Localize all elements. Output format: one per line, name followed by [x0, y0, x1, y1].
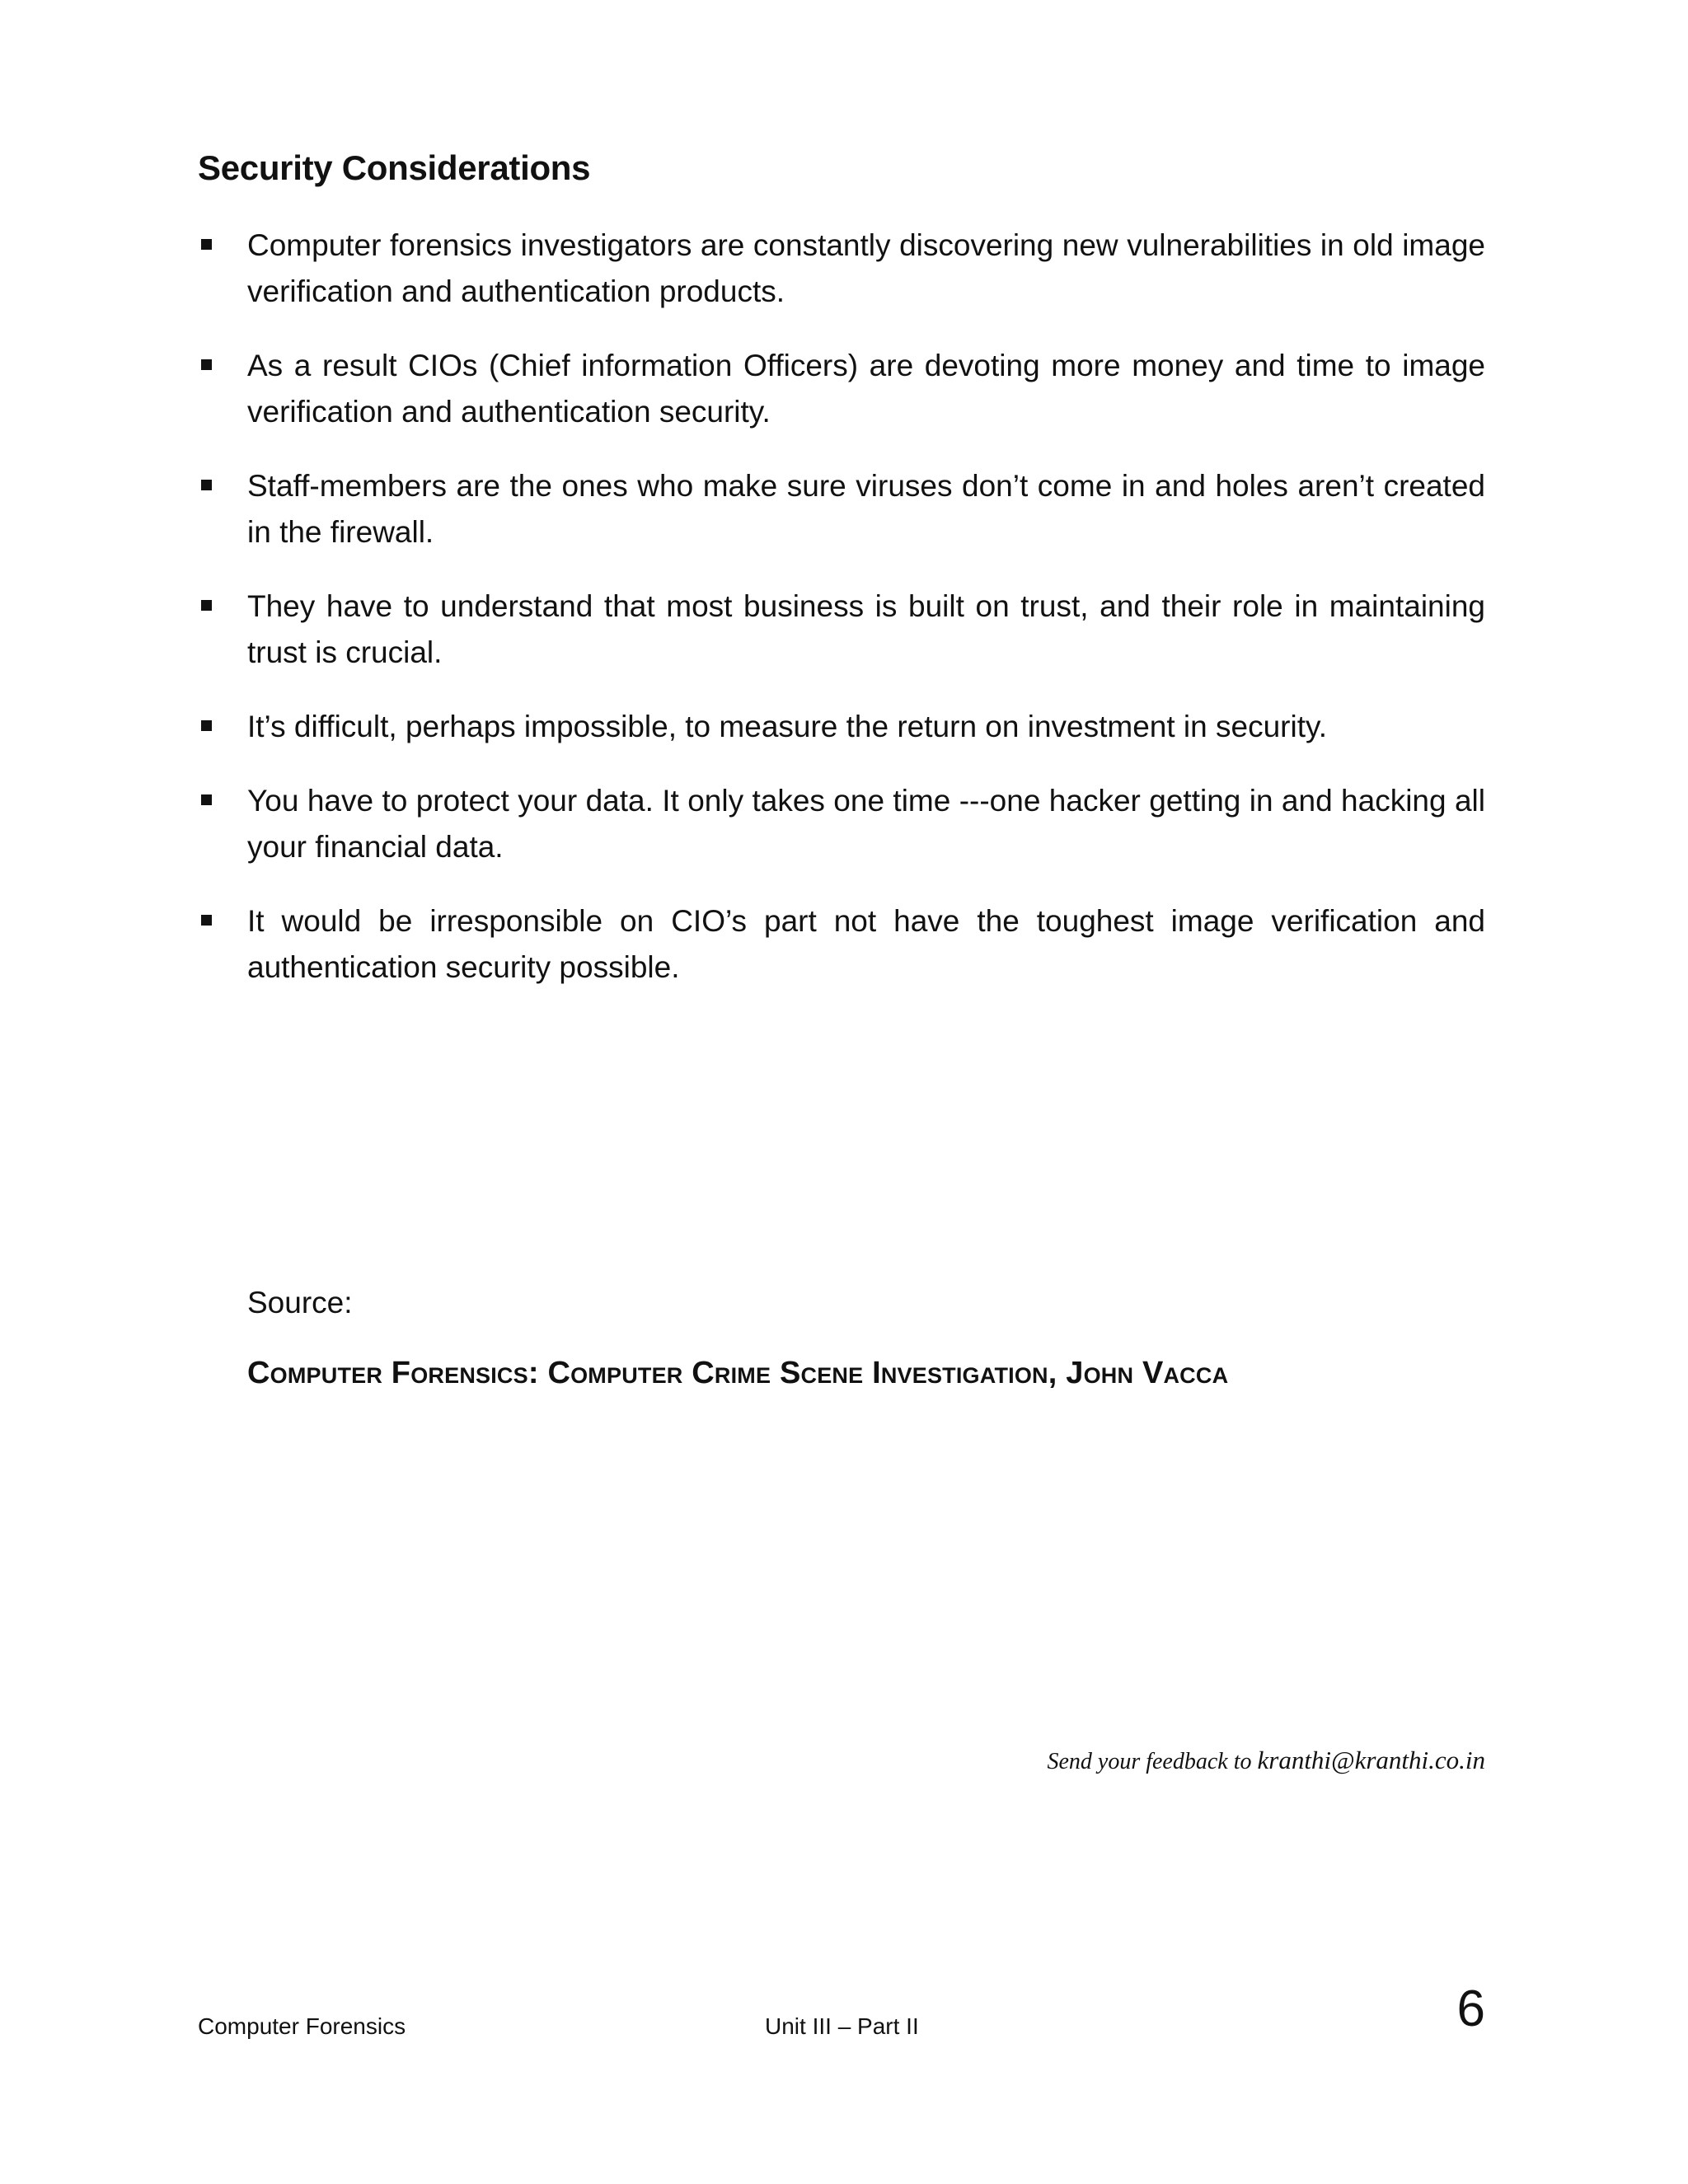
list-item	[198, 583, 1485, 676]
list-item	[198, 778, 1485, 870]
source-title: Computer Forensics: Computer Crime Scene Investigation, John Vacca	[247, 1356, 1229, 1390]
list-item-text: You have to protect your data. It only takes one time ---one hacker getting in and hacking all your financial data.	[247, 784, 1485, 864]
list-item	[198, 223, 1485, 315]
list-item-text: Computer forensics investigators are constantly discovering new vulnerabilities in old image verification and authentication products.	[247, 228, 1485, 308]
list-item-text: Staff-members are the ones who make sure viruses don’t come in and holes aren’t created in the firewall.	[247, 469, 1485, 549]
bullet-list	[198, 223, 1485, 1019]
feedback-email: kranthi@kranthi.co.in	[1257, 1746, 1485, 1774]
list-item-text: They have to understand that most business is built on trust, and their role in maintaining trust is crucial.	[247, 589, 1485, 669]
feedback-prefix: Send your feedback to	[1047, 1749, 1258, 1774]
section-heading: Security Considerations	[198, 148, 591, 187]
list-item	[198, 898, 1485, 991]
square-bullet-icon	[201, 480, 212, 490]
square-bullet-icon	[201, 359, 212, 370]
list-item	[198, 463, 1485, 555]
square-bullet-icon	[201, 239, 212, 250]
footer-course-name: Computer Forensics	[198, 2013, 406, 2039]
list-item-text: It’s difficult, perhaps impossible, to measure the return on investment in security.	[247, 710, 1328, 743]
footer-unit: Unit III – Part II	[765, 2013, 919, 2039]
feedback-note	[1047, 1746, 1485, 1775]
square-bullet-icon	[201, 794, 212, 805]
source-label: Source:	[247, 1286, 353, 1319]
list-item	[198, 343, 1485, 435]
list-item	[198, 704, 1485, 750]
page-number: 6	[1456, 1980, 1485, 2037]
square-bullet-icon	[201, 720, 212, 731]
list-item-text: It would be irresponsible on CIO’s part not have the toughest image verification and authentication security possible.	[247, 904, 1485, 984]
list-item-text: As a result CIOs (Chief information Officers) are devoting more money and time to image verification and authentication security.	[247, 349, 1485, 429]
square-bullet-icon	[201, 600, 212, 611]
square-bullet-icon	[201, 915, 212, 926]
